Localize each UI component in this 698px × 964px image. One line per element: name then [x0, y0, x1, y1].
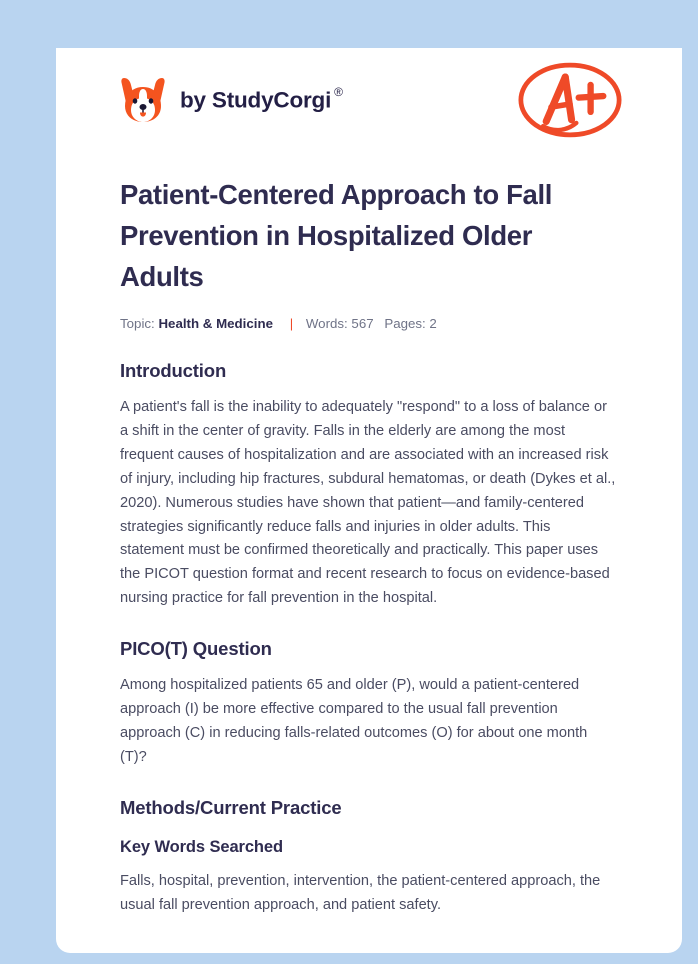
meta-separator: | — [289, 316, 294, 331]
document-meta — [120, 315, 618, 333]
brand-name-text: by StudyCorgi — [180, 87, 332, 112]
section-heading-methods: Methods/Current Practice — [120, 796, 342, 818]
brand-block[interactable] — [120, 76, 343, 124]
section-heading-picot: PICO(T) Question — [120, 638, 272, 660]
subsection-heading-key-words: Key Words Searched — [120, 837, 283, 856]
section-paragraph-introduction: A patient's fall is the inability to adequately "respond" to a loss of balance or a shift in the center of gravity. Falls in the elderly are among the most frequent causes of hospitalization and are associated with an increased risk of injury, including hip fractures, subdural hematomas, or death (Dykes et al., 2020). Numerous studies have shown that patient—and family-centered strategies significantly reduce falls and injuries in older adults. This statement must be confirmed theoretically and practically. This paper uses the PICOT question format and recent research to focus on evidence-based nursing practice for fall prevention in the hospital. — [120, 399, 616, 607]
word-count: Words: 567 — [305, 316, 374, 331]
a-plus-badge-icon — [514, 58, 626, 142]
topic-value[interactable]: Health & Medicine — [158, 316, 273, 331]
section-paragraph-key-words: Falls, hospital, prevention, intervention, the patient-centered approach, the usual fall prevention approach, and patient safety. — [120, 872, 601, 913]
section-heading-introduction: Introduction — [120, 360, 227, 381]
registered-mark: ® — [334, 84, 343, 99]
document-body — [56, 174, 682, 918]
corgi-face-icon — [120, 76, 166, 124]
page-title: Patient-Centered Approach to Fall Prevention in Hospitalized Older Adults — [120, 179, 553, 292]
document-page-card — [56, 48, 682, 953]
document-header — [120, 48, 618, 152]
section-paragraph-picot: Among hospitalized patients 65 and older (P), would a patient-centered approach (I) be more effective compared to the usual fall prevention approach (C) in reducing falls-related outcomes (O) for about one month (T)? — [120, 677, 588, 765]
page-count: Pages: 2 — [384, 316, 437, 331]
topic-label: Topic: — [120, 316, 155, 331]
brand-name — [180, 84, 343, 112]
